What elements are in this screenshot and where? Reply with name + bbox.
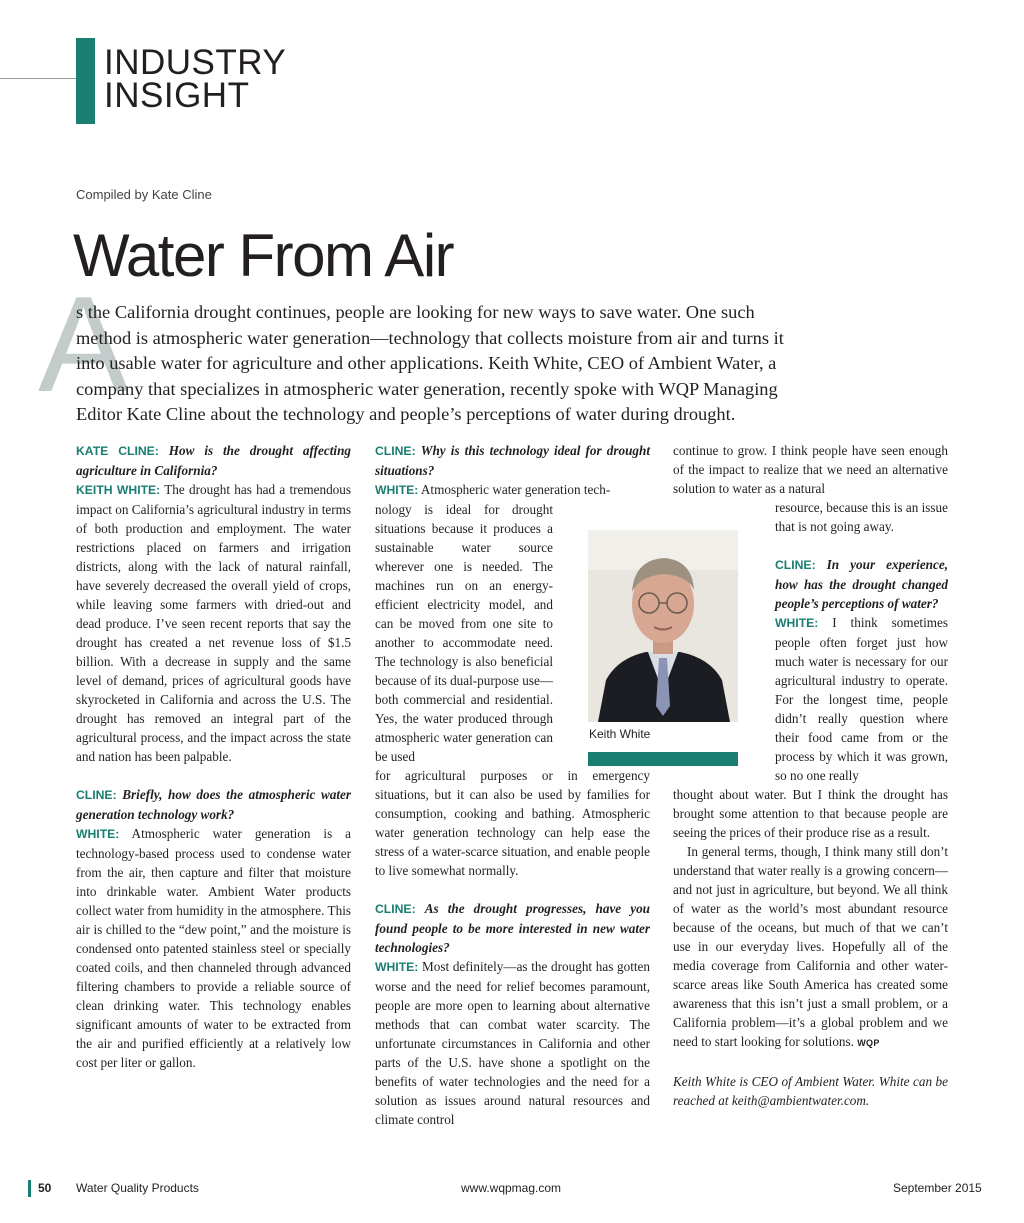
question-text: As the drought progresses, have you found people to be more interested in new water technologies? — [375, 901, 651, 955]
speaker-label: CLINE: — [375, 902, 416, 916]
footer-accent-bar — [28, 1180, 31, 1197]
author-bio: Keith White is CEO of Ambient Water. White can be reached at keith@ambientwater.com. — [673, 1074, 948, 1108]
answer-text: I think sometimes people often forget just how much water is necessary for our agricultural industry to operate. For the longest time, people didn’t really question where their food came from or the process by which it was grown, so no one really — [775, 615, 948, 783]
answer-continued-text: thought about water. But I think the drought has brought some attention to that because people are seeing the prices of their produce rise as a result. — [673, 787, 948, 840]
drop-cap: A — [38, 268, 129, 420]
speaker-label: WHITE: — [375, 960, 419, 974]
intro-text: s the California drought continues, people are looking for new ways to save water. One such method is atmospheric water generation—technology that collects moisture from air and turns it into usable water for agriculture and other applications. Keith White, CEO of Ambient Water, a company that specializes in atmospheric water generation, recently spoke with WQP Managing Editor Kate Cline about the technology and people’s perceptions of water during drought. — [76, 302, 784, 425]
question-paragraph — [375, 441, 650, 480]
column-1 — [76, 441, 351, 1072]
question-paragraph — [775, 555, 948, 613]
column-3 — [673, 441, 948, 1110]
speaker-label: KATE CLINE: — [76, 444, 159, 458]
answer-paragraph — [775, 613, 948, 785]
answer-wrap-text: nology is ideal for drought situations because it produces a sustainable water source wherever one is needed. The machines run on an energy-efficient electricity model, and can be moved from one site to another to accommodate need. The technology is also beneficial because of its dual-purpose use—both commercial and residential. Yes, the water produced through atmospheric water generation can be used — [375, 502, 553, 764]
intro-paragraph — [76, 300, 804, 428]
speaker-label: WHITE: — [375, 483, 419, 497]
answer-wrap-text: resource, because this is an issue that is not going away. — [775, 500, 948, 534]
question-paragraph — [76, 785, 351, 824]
answer-text: Atmospheric water generation tech- — [420, 482, 611, 497]
footer-url: www.wqpmag.com — [461, 1181, 562, 1195]
answer-paragraph — [673, 842, 948, 1053]
article-headline: Water From Air — [73, 222, 454, 289]
end-mark: WQP — [857, 1038, 880, 1048]
answer-paragraph — [76, 824, 351, 1072]
answer-continued-text: continue to grow. I think people have seen enough of the impact to realize that we need an alternative solution to water as a natural — [673, 443, 948, 496]
answer-paragraph — [76, 480, 351, 766]
question-paragraph — [76, 441, 351, 480]
speaker-label: CLINE: — [375, 444, 416, 458]
answer-paragraph — [375, 957, 650, 1129]
answer-text: Most definitely—as the drought has gotten worse and the need for relief becomes paramount, people are more open to learning about alternative methods that can combat water scarcity. The unfortunate circumstances in California and other parts of the U.S. have shone a spotlight on the benefits of water technologies and the need for a solution as issues around natural resources and climate control — [375, 959, 651, 1127]
speaker-label: WHITE: — [775, 616, 819, 630]
answer-text: The drought has had a tremendous impact on California’s agricultural industry in terms of both production and employment. The water restrictions placed on farmers and irrigation districts, along with the lack of natural rainfall, have severely decreased the overall yield of crops, while leaving some farmers with dried-out and dead produce. I’ve seen recent reports that say the drought has created a net revenue loss of $1.5 billion. With a decrease in supply and the same level of demand, prices of agricultural goods have skyrocketed in California and across the U.S. The drought has removed an integral part of the agricultural process, and the impact across the state and nation has been palpable. — [76, 482, 352, 764]
answer-continued-text: for agricultural purposes or in emergency situations, but it can also be used by families for consumption, cooking and bathing. Atmospheric water generation technology can help ease the stress of a water-scarce situation, and enable people to live somewhat normally. — [375, 768, 650, 878]
speaker-label: CLINE: — [76, 788, 117, 802]
footer-date: September 2015 — [893, 1181, 982, 1195]
speaker-label: WHITE: — [76, 827, 120, 841]
question-text: Briefly, how does the atmospheric water generation technology work? — [76, 787, 351, 822]
speaker-label: KEITH WHITE: — [76, 483, 161, 497]
section-accent-bar — [76, 38, 95, 124]
photo-caption: Keith White — [589, 727, 651, 741]
answer-text: Atmospheric water generation is a technology-based process used to condense water from the air, then capture and filter that moisture into drinkable water. Ambient Water products collect water from humidity in the atmosphere. This air is chilled to the “dew point,” and the moisture is condensed onto patented stainless steel or specially coated coils, and then channeled through advanced filtering chambers to provide a reliable source of clean drinking water. This technology enables significant amounts of water to be extracted from the air and purified efficiently at a relatively low cost per liter or gallon. — [76, 826, 351, 1070]
question-text: Why is this technology ideal for drought situations? — [375, 443, 651, 478]
header-rule — [0, 78, 76, 79]
section-title-line2: INSIGHT — [104, 76, 250, 115]
answer-paragraph — [375, 480, 650, 500]
speaker-label: CLINE: — [775, 558, 816, 572]
page-number: 50 — [38, 1181, 52, 1195]
question-paragraph — [375, 899, 650, 957]
question-text: How is the drought affecting agriculture in California? — [76, 443, 351, 478]
answer-text: In general terms, though, I think many still don’t understand that water really is a growing concern—and not just in agriculture, but beyond. We all think of water as the world’s most abundant resource because of the oceans, but much of that we can’t use in our everyday lives. Hopefully all of the media coverage from California and other water-scarce areas like South America has created some awareness that this isn’t just a small problem, or a California problem—it’s a global problem and we need to start looking for solutions. — [673, 844, 948, 1049]
question-text: In your experience, how has the drought changed people’s perceptions of water? — [775, 557, 949, 611]
footer-publication: Water Quality Products — [76, 1181, 199, 1195]
section-title — [104, 43, 287, 115]
section-title-line1: INDUSTRY — [104, 43, 287, 82]
byline: Compiled by Kate Cline — [76, 187, 212, 202]
